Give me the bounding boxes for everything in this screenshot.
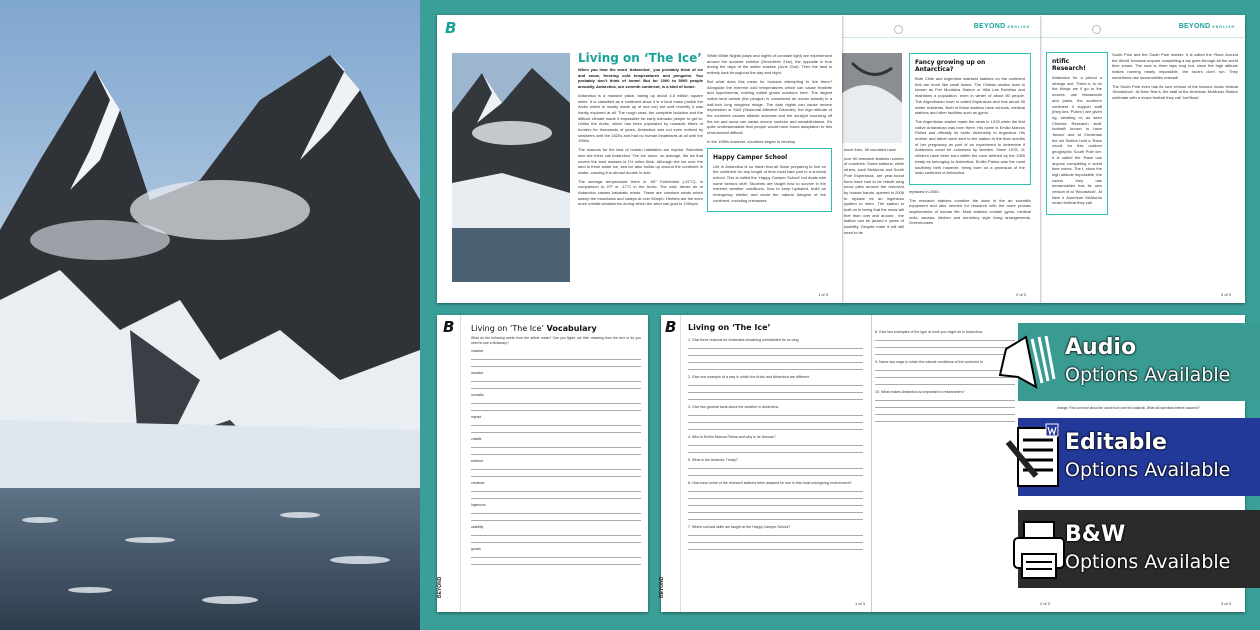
brand-sub: ENGLISH — [1212, 25, 1235, 29]
answer-line[interactable] — [688, 513, 863, 520]
answer-line[interactable] — [688, 423, 863, 430]
question-text: 7. Which survival skills are taught at the Happy Camper School? — [688, 525, 791, 529]
paragraph: over 50 research stations number of countries. Some stations, while others, such McMurdo and South Pole Esperanza, are year-round tions have had to be rebuilt wing snow piles around the removed by human hands. opened in 2008 to replace es an ingenious system to stem. The station is built on le being that the snow will ther than over and around , the station can be jacked e years of usability. Despite mate it will still need to be — [844, 155, 904, 235]
answer-line[interactable] — [471, 353, 641, 360]
page-number: 3 of 3 — [1220, 292, 1231, 297]
answer-line[interactable] — [688, 439, 863, 446]
brand-vertical: BEYOND — [659, 576, 665, 598]
article-title: Living on ‘The Ice’ — [578, 51, 702, 65]
answer-line[interactable] — [875, 408, 1015, 415]
worksheet-page-2 — [842, 15, 1040, 303]
box-paragraph: The Argentinian station made the news in 1978 when the first native Antarctican was born there. His name is Emilio Marcos Palma and officially he holds citizenship to Argentina. His mother and father were sent to the station in the final months of her pregnancy as part of an experiment to determine if Antarctica could be colonised by families. Since 1978, 11 children have been born within the zone defined by the 1959 treaty as belonging to Antarctica. Emilio Palma was the most southerly birth however, being born on a peninsula of the main continent of Antarctica. — [915, 118, 1025, 176]
question-text: 8. Give two examples of the type of work you might do in Antarctica. — [875, 330, 983, 334]
worksheet-page-3 — [1040, 15, 1245, 303]
box-title: ntific Research! — [1052, 58, 1086, 72]
badge-subtitle: Options Available — [1065, 551, 1231, 573]
photo-caption: since then, 38 countries have — [844, 147, 897, 152]
question-text: 10. What makes Antarctica so important to researchers? — [875, 390, 965, 394]
paragraph: Antarctica is a massive place, taking up about 4.5 million square miles. It is classified as a continent since it is a land mass (unlike the Arctic which is mostly made up of sea ice) but until recently it was hardly explored at all. The rough seas, the complete isolation and the difficult climate made it impossible for early nomadic people to get to. Unlike the Arctic, which has been populated by nomadic tribes of hunters for thousands of years, Antarctica was not even noticed by seafarers until the 1820s and had no human inhabitants at all until the 1950s. — [578, 92, 703, 144]
answer-line[interactable] — [875, 401, 1015, 408]
answer-line[interactable] — [471, 463, 641, 470]
answer-line[interactable] — [688, 363, 863, 370]
badge-title: Audio — [1065, 335, 1137, 360]
answer-line[interactable] — [471, 375, 641, 382]
answer-line[interactable] — [688, 506, 863, 513]
question-text: 2. Give one example of a way in which the Arctic and Antarctica are different. — [688, 375, 810, 379]
vocab-word: isolation — [471, 371, 484, 376]
question-text: 1. Give three reasons for Antarctica remaining uninhabited for so long. — [688, 338, 800, 342]
bw-options-badge[interactable] — [1018, 510, 1260, 588]
punch-hole — [1092, 25, 1101, 34]
answer-line[interactable] — [471, 419, 641, 426]
vocab-word: myriad — [471, 415, 482, 420]
audio-options-badge[interactable] — [1018, 323, 1260, 401]
questions-left — [688, 338, 863, 550]
fancy-growing-up-box — [909, 53, 1031, 185]
answer-line[interactable] — [688, 379, 863, 386]
page-number: 1 of 3 — [817, 292, 828, 297]
box-title: Fancy growing up on Antarctica? — [915, 59, 986, 73]
box-text: Life in Antarctica is so harsh that all those preparing to live on the continent for any length of time must take part in a survival school. This is called the ‘Happy Camper School’ but deals with some serious stuff. Students are taught how to survive in the extreme weather conditions, how to keep hydrated, build an emergency shelter and avoid the natural dangers of the continent, including crevasses. — [713, 163, 826, 203]
answer-line[interactable] — [688, 356, 863, 363]
editable-options-badge[interactable] — [1018, 418, 1260, 496]
badge-title: B&W — [1065, 522, 1126, 547]
vocab-list — [471, 349, 641, 565]
scientific-research-box — [1046, 52, 1108, 215]
answer-line[interactable] — [688, 536, 863, 543]
paragraph: replaced in 2050. — [909, 188, 940, 194]
question-text: change. Find out more about the ozone hole over the Antarctic. What did scientists believe caused it? — [1057, 406, 1200, 410]
beyond-logo-icon: B — [445, 19, 457, 37]
answer-line[interactable] — [471, 514, 641, 521]
vocab-title-bold: Vocabulary — [546, 324, 597, 333]
paragraph: The research stations combine the state of the art scientific equipment and labs needed for research with the more prosaic requirements of human life. Most stations contain gyms, medical units, saunas, kitchen and dormitory style living arrangements. Greenhouses — [909, 197, 1031, 226]
vocab-instructions: What do the following words from the article mean? Can you figure out their meaning from the text or do you need to use a dictionary? — [471, 336, 641, 345]
answer-line[interactable] — [688, 416, 863, 423]
brand-sub: ENGLISH — [1007, 25, 1030, 29]
brand-logo — [1179, 23, 1235, 30]
answer-line[interactable] — [688, 529, 863, 536]
punch-hole — [894, 25, 903, 34]
question-text: 3. Give two general facts about the weather in Antarctica. — [688, 405, 779, 409]
page-number: 2 of 3 — [1039, 601, 1050, 606]
answer-line[interactable] — [688, 342, 863, 349]
vocab-word: ingenious — [471, 503, 486, 508]
paragraph: The average temperature there is -60° Fahrenheit (-51°C), in comparison to 0°F or -17°C in the Arctic. The cold, dense air of Antarctica causes katabatic winds. These are constant winds which sweep the mountains and valleys at over 60mph. Herbies are the even more volatile windstorms during which the wind can gust to 100mph. — [578, 178, 703, 207]
paragraph: The reasons for the lack of human habitation are myriad. Scientists who live there call Antarctica ‘The Ice’ since, on average, the ice that covers the land masses is 1½ miles thick. Although the ice over the land is fresh water ice, sea ice also builds up around the continent in winter, causing it to almost double in size. — [578, 147, 703, 175]
answer-line[interactable] — [471, 536, 641, 543]
badge-subtitle: Options Available — [1065, 364, 1231, 386]
antarctic-photo — [452, 53, 570, 282]
answer-line[interactable] — [471, 404, 641, 411]
answer-line[interactable] — [471, 397, 641, 404]
vocab-word: nomadic — [471, 393, 484, 398]
answer-line[interactable] — [688, 409, 863, 416]
paragraph: But what does this mean for humans attempting to live there? Alongside the extreme cold temperatures which can cause frostbite and hypothermia, nothing edible grows outdoors here. The largest native land animal (the penguin is considered an ocean animal) is a half-inch long wingless midge. The dark nights can cause severe depression or SAD (Seasonal Affective Disorder), the high altitude of the continent causes altitude sickness and the sunlight bouncing off the ice and snow can cause severe sunburn and snowblindness. It’s quite understandable that people would have found adaptation to this environment difficult. — [707, 78, 832, 136]
answer-line[interactable] — [688, 462, 863, 469]
brand-name: BEYOND — [1178, 23, 1211, 30]
brand-vertical: BEYOND — [437, 576, 443, 598]
vocab-word: crevasse — [471, 481, 485, 486]
answer-line[interactable] — [471, 426, 641, 433]
answer-line[interactable] — [688, 499, 863, 506]
question-text: 5. What is the Antarctic Treaty? — [688, 458, 738, 462]
beyond-logo-icon: B — [665, 318, 677, 336]
answer-line[interactable] — [471, 558, 641, 565]
page-number: 1 of 3 — [854, 601, 865, 606]
answer-line[interactable] — [688, 349, 863, 356]
page-number: 3 of 3 — [1220, 601, 1231, 606]
question-text: 4. Who is Emilio Marcos Palma and why is he famous? — [688, 435, 776, 439]
answer-line[interactable] — [471, 529, 641, 536]
vocab-word: extreme — [471, 459, 484, 464]
happy-camper-box — [707, 148, 832, 213]
beyond-logo-icon: B — [443, 318, 455, 336]
vocab-title: Living on ‘The Ice’ — [471, 324, 547, 333]
answer-line[interactable] — [688, 393, 863, 400]
questions-title: Living on ‘The Ice’ — [688, 323, 771, 332]
box-title: Happy Camper School — [713, 153, 788, 161]
paragraph: South Pole and the South Pole marker. It is called the ‘Race Around the World’ because anyone completing a lap goes through all the world time zones. The race is three laps long but, since the high altitude makes running nearly impossible, the racers don’t run. They sometimes use snowmobiles instead! — [1112, 52, 1238, 80]
answer-line[interactable] — [875, 415, 1015, 422]
answer-line[interactable] — [688, 543, 863, 550]
brand-logo — [974, 23, 1030, 30]
vocabulary-sheet — [437, 315, 648, 612]
question-text: 9. Name two ways in which the natural conditions of the continent in — [875, 360, 983, 364]
answer-line[interactable] — [688, 485, 863, 492]
answer-line[interactable] — [688, 446, 863, 453]
lead-paragraph: When you hear the word ‘Antarctica’, you probably think of ice and snow, freezing cold temperatures and penguins. You probably don’t think of home! But for 1000 to 5000 people annually, Antarctica, our seventh continent, is a kind of home. — [578, 67, 703, 90]
answer-line[interactable] — [471, 360, 641, 367]
box-text: Antarctica for a period a strange one. There s, to do the things we ll go to the movies, use restaurants and parks. the southern continent ll support staff (they kes ‘Polies’) are given ng, sledding or, as seen Chinese Research staff, football! known to have ‘beach’ and at Christmas the ole Station hold a ‘Race circuit for this outdoor geographic South Pole ker. It is called the ‘Race use anyone completing e world time zones. The t, since the high altitude impossible, the racers they use snowmobiles has its own version of al ‘Woodstock’. At New e American McMurdo music festival they call — [1052, 75, 1102, 206]
box-paragraph: Both Chile and Argentina maintain stations on the continent that are more like small towns. The Chilean station town is known as Frei Montalva Station or Villa Las Estrellas and maintains a population, even in winter of about 80 people. The Argentinean town is called Esperanza and has about 55 winter residents. Both of these stations have schools, medical stations and other facilities such as gyms. — [915, 76, 1025, 116]
worksheet-page-1 — [437, 15, 842, 303]
speaker-icon — [978, 327, 1068, 397]
snow-photo — [842, 53, 902, 143]
badge-subtitle: Options Available — [1065, 459, 1231, 481]
answer-line[interactable] — [471, 382, 641, 389]
document-edit-icon — [978, 422, 1068, 494]
paragraph: The South Pole even has its own version of the famous music festival ‘Woodstock’. At New Year’s, the staff at the American McMurdo Station celebrate with a music festival they call ‘IceStock’. — [1112, 83, 1238, 100]
question-text: 6. How have some of the research stations been adapted for use in this most unforgiving environment? — [688, 481, 852, 485]
answer-line[interactable] — [471, 448, 641, 455]
page-number: 2 of 3 — [1015, 292, 1026, 297]
answer-line[interactable] — [688, 492, 863, 499]
badge-title: Editable — [1065, 430, 1167, 455]
answer-line[interactable] — [471, 492, 641, 499]
vocab-word: gnosis — [471, 547, 481, 552]
paragraph: While White Nights (days and nights of constant light) are experienced around the summer solstice (December 21st), the opposite is true during the days of the winter solstice (June 21st). Then the land is entirely dark throughout the day and night. — [707, 53, 832, 76]
vocab-word: massive — [471, 349, 484, 354]
vocab-word: volatile — [471, 437, 482, 442]
printer-icon — [978, 514, 1068, 586]
answer-line[interactable] — [471, 507, 641, 514]
vocab-word: usability — [471, 525, 484, 530]
answer-line[interactable] — [471, 470, 641, 477]
answer-line[interactable] — [471, 551, 641, 558]
antarctic-mountain-photo — [0, 0, 420, 630]
answer-line[interactable] — [471, 485, 641, 492]
answer-line[interactable] — [688, 386, 863, 393]
answer-line[interactable] — [688, 469, 863, 476]
answer-line[interactable] — [471, 441, 641, 448]
paragraph: In the 1950s however, countries began to develop — [707, 138, 796, 144]
brand-name: BEYOND — [973, 23, 1006, 30]
